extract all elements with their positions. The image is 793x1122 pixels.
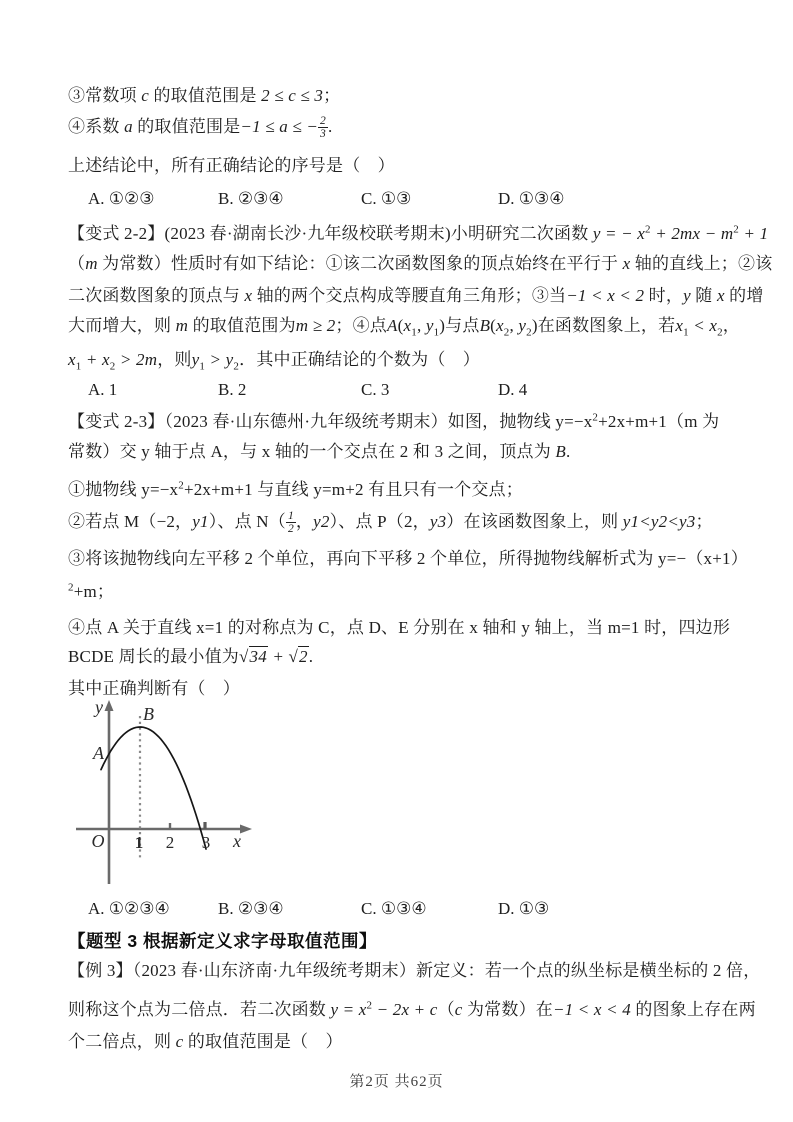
option-d: D. ①③: [498, 899, 550, 918]
option-a: A. ①②③: [88, 189, 155, 208]
tick-label-3: 3: [201, 833, 211, 852]
option-c: C. ①③④: [361, 899, 427, 918]
variant-2-2-line-3: 二次函数图象的顶点与 x 轴的两个交点构成等腰直角三角形；③当−1 < x < 2 时，y 随 x 的增: [68, 286, 764, 305]
variant-2-3-statement-2: ②若点 M（−2，y1）、点 N（ $\frac{1}{2}$ ，y2）、点 P（2，y3）在该函数图象上，则 y1<y2<y3；: [68, 510, 713, 536]
variant-2-2-line-4: 大而增大，则 m 的取值范围为m ≥ 2；④点$A(x_1$, $y_1$)与点$B(x_2$, $y_2$)在函数图象上，若$x_1 < x_2$，: [68, 316, 740, 339]
origin-label: O: [91, 831, 105, 851]
variant-2-3-statement-4a: ④点 A 关于直线 x=1 的对称点为 C，点 D、E 分别在 x 轴和 y 轴上，当 m=1 时，四边形: [68, 618, 731, 637]
variant-2-3-statement-1: ①抛物线 $y=-x^2+2x+m+1$ 与直线 y=m+2 有且只有一个交点；: [68, 479, 523, 499]
variant-2-3-statement-4b: BCDE 周长的最小值为√34 + √2.: [68, 647, 314, 666]
variant-2-3-line-1: 【变式 2-3】（2023 春·山东德州·九年级统考期末）如图，抛物线 $y=-x^2+2x+m+1(m$ 为: [68, 411, 720, 431]
option-b: B. ②③④: [218, 189, 284, 208]
options-row-1: [68, 189, 728, 211]
option-a: A. 1: [88, 380, 118, 399]
parabola-figure-canvas: [73, 698, 265, 894]
statement-3-constant-range: ③常数项 c 的取值范围是 2 ≤ c ≤ 3；: [68, 86, 341, 105]
example-3-line-3: 个二倍点，则 c 的取值范围是（ ）: [68, 1032, 343, 1051]
topic-3-heading: 【题型 3 根据新定义求字母取值范围】: [68, 931, 377, 951]
option-d: D. 4: [498, 380, 528, 399]
option-c: C. ①③: [361, 189, 412, 208]
example-3-line-2: 则称这个点为二倍点．若二次函数 $y = x^2 - 2x + c(c$ 为常数）在−1 < x < 4 的图象上存在两: [68, 999, 756, 1019]
x-axis-arrow-icon: [240, 825, 252, 834]
option-d: D. ①③④: [498, 189, 565, 208]
statement-4-coefficient-range: ④系数 a 的取值范围是−1 ≤ a ≤ − $\frac{2}{3}$ .: [68, 115, 333, 141]
option-b: B. 2: [218, 380, 247, 399]
parabola-curve: [101, 727, 206, 849]
y-axis-label: y: [95, 698, 103, 717]
x-axis-label: x: [233, 831, 241, 851]
variant-2-3-statement-3b: $^2$+m；: [68, 581, 115, 601]
tick-label-2: 2: [165, 833, 175, 852]
variant-2-2-line-1: 【变式 2-2】(2023 春·湖南长沙·九年级校联考期末)小明研究二次函数 y = − $x^2 + 2mx - m^2 + 1$: [68, 223, 769, 243]
variant-2-3-question-prompt: 其中正确判断有（ ）: [68, 679, 240, 698]
example-3-line-1: 【例 3】（2023 春·山东济南·九年级统考期末）新定义：若一个点的纵坐标是横坐标的 2 倍，: [68, 961, 761, 980]
options-row-2: [68, 380, 728, 402]
tick-label-1: 1: [134, 833, 144, 852]
y-intercept-label: A: [93, 743, 104, 763]
variant-2-2-line-5: $x_1 + x_2 > 2m$，则$y_1 > y_2$．其中正确结论的个数为（ ）: [68, 350, 480, 373]
variant-2-2-line-2: （m 为常数）性质时有如下结论：①该二次函数图象的顶点始终在平行于 x 轴的直线上；②该: [68, 254, 773, 273]
question-prompt: 上述结论中，所有正确结论的序号是（ ）: [68, 156, 395, 175]
page-number-footer: 第2页 共62页: [349, 1074, 444, 1090]
vertex-label: B: [143, 704, 154, 724]
option-c: C. 3: [361, 380, 390, 399]
options-row-3: [68, 899, 728, 921]
option-a: A. ①②③④: [88, 899, 170, 918]
variant-2-3-statement-3a: ③将该抛物线向左平移 2 个单位，再向下平移 2 个单位，所得抛物线解析式为 y=−（x+1）: [68, 549, 748, 568]
parabola-figure: [73, 698, 265, 899]
option-b: B. ②③④: [218, 899, 284, 918]
y-axis-arrow-icon: [105, 700, 114, 711]
variant-2-3-line-2: 常数）交 y 轴于点 A，与 x 轴的一个交点在 2 和 3 之间，顶点为 B.: [68, 442, 571, 461]
